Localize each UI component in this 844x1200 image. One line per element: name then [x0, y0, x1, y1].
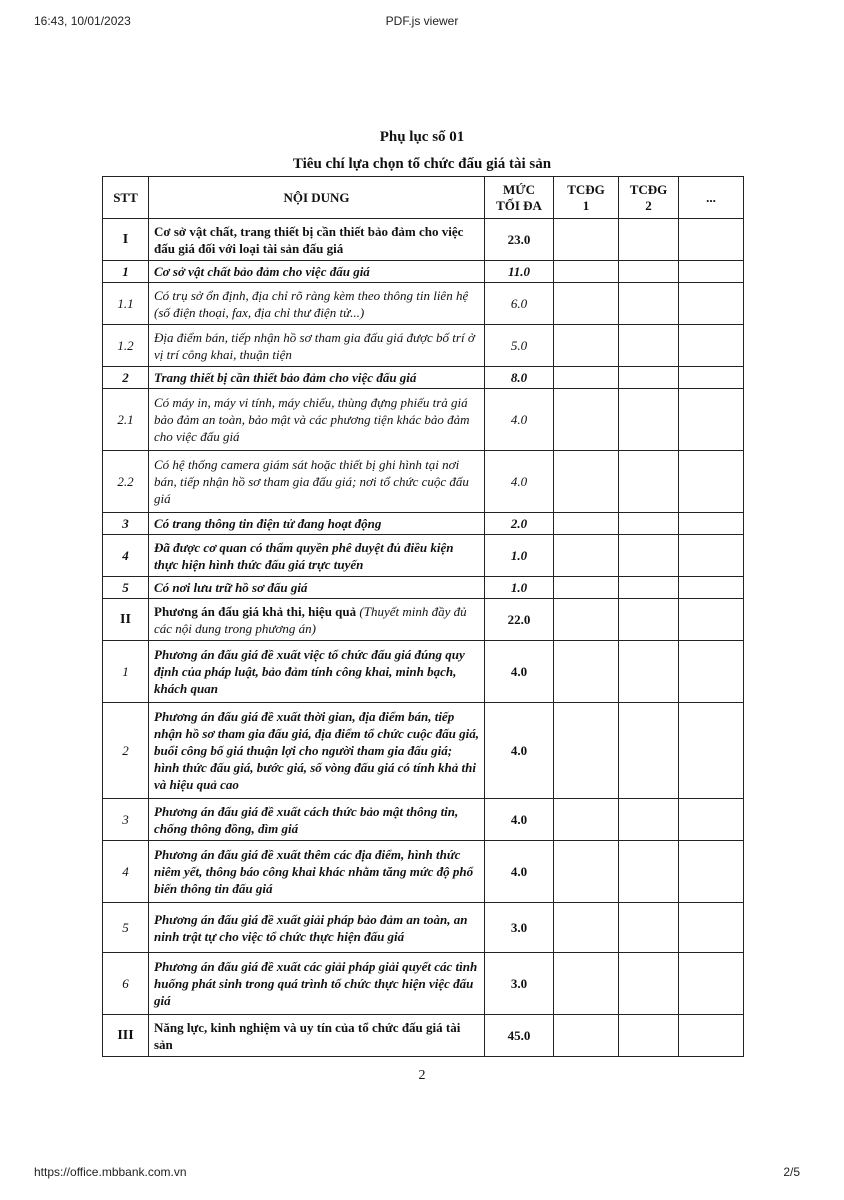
row-more-cell	[679, 577, 744, 599]
row-max-score: 45.0	[485, 1015, 554, 1057]
row-tcdg-1-cell	[554, 903, 619, 953]
row-tcdg-2-cell	[619, 599, 679, 641]
row-tcdg-2-cell	[619, 535, 679, 577]
row-max-score: 4.0	[485, 841, 554, 903]
row-content: Cơ sở vật chất, trang thiết bị cần thiết bảo đảm cho việc đấu giá đối với loại tài sản đấu giá	[149, 219, 485, 261]
row-more-cell	[679, 953, 744, 1015]
row-stt: 2.2	[103, 451, 149, 513]
row-tcdg-2-cell	[619, 219, 679, 261]
table-row	[103, 513, 744, 535]
row-tcdg-1-cell	[554, 1015, 619, 1057]
row-tcdg-2-cell	[619, 641, 679, 703]
row-tcdg-1-cell	[554, 841, 619, 903]
row-tcdg-2-cell	[619, 841, 679, 903]
row-tcdg-2-cell	[619, 703, 679, 799]
table-row	[103, 841, 744, 903]
row-max-score: 5.0	[485, 325, 554, 367]
row-tcdg-2-cell	[619, 283, 679, 325]
row-more-cell	[679, 325, 744, 367]
row-stt: 6	[103, 953, 149, 1015]
table-row	[103, 535, 744, 577]
row-tcdg-2-cell	[619, 389, 679, 451]
row-more-cell	[679, 903, 744, 953]
table-row	[103, 261, 744, 283]
row-stt: III	[103, 1015, 149, 1057]
row-content	[149, 599, 485, 641]
table-header-row	[103, 177, 744, 219]
row-stt: I	[103, 219, 149, 261]
row-tcdg-2-cell	[619, 799, 679, 841]
row-max-score: 3.0	[485, 953, 554, 1015]
row-content: Đã được cơ quan có thẩm quyền phê duyệt đủ điều kiện thực hiện hình thức đấu giá trực tuyến	[149, 535, 485, 577]
row-content: Năng lực, kinh nghiệm và uy tín của tổ chức đấu giá tài sản	[149, 1015, 485, 1057]
row-content: Phương án đấu giá đề xuất việc tổ chức đấu giá đúng quy định của pháp luật, bảo đảm tính công khai, minh bạch, khách quan	[149, 641, 485, 703]
viewer-title: PDF.js viewer	[385, 14, 459, 28]
row-stt: 5	[103, 577, 149, 599]
row-more-cell	[679, 703, 744, 799]
row-stt: 1	[103, 261, 149, 283]
row-tcdg-1-cell	[554, 513, 619, 535]
row-max-score: 6.0	[485, 283, 554, 325]
table-row	[103, 577, 744, 599]
header-more: ...	[679, 177, 744, 219]
table-row	[103, 799, 744, 841]
table-row	[103, 953, 744, 1015]
row-max-score: 23.0	[485, 219, 554, 261]
row-stt: 1.1	[103, 283, 149, 325]
row-stt: 4	[103, 535, 149, 577]
browser-print-footer	[0, 1157, 844, 1187]
row-tcdg-2-cell	[619, 1015, 679, 1057]
row-stt: 3	[103, 513, 149, 535]
table-row	[103, 599, 744, 641]
header-content: NỘI DUNG	[149, 177, 485, 219]
table-row	[103, 367, 744, 389]
page-url: https://office.mbbank.com.vn	[34, 1165, 187, 1179]
row-tcdg-1-cell	[554, 641, 619, 703]
row-content: Phương án đấu giá đề xuất cách thức bảo mật thông tin, chống thông đồng, dìm giá	[149, 799, 485, 841]
row-more-cell	[679, 1015, 744, 1057]
table-row	[103, 325, 744, 367]
print-datetime: 16:43, 10/01/2023	[34, 14, 131, 28]
header-stt: STT	[103, 177, 149, 219]
row-content: Cơ sở vật chất bảo đảm cho việc đấu giá	[149, 261, 485, 283]
row-tcdg-1-cell	[554, 451, 619, 513]
row-content: Địa điểm bán, tiếp nhận hồ sơ tham gia đấu giá được bố trí ở vị trí công khai, thuận tiện	[149, 325, 485, 367]
row-stt: 4	[103, 841, 149, 903]
row-stt: II	[103, 599, 149, 641]
row-content: Trang thiết bị cần thiết bảo đảm cho việc đấu giá	[149, 367, 485, 389]
header-tcdg-1: TCĐG 1	[554, 177, 619, 219]
criteria-table	[102, 176, 744, 1057]
row-content: Có trang thông tin điện tử đang hoạt động	[149, 513, 485, 535]
table-row	[103, 641, 744, 703]
header-max-score: MỨC TỐI ĐA	[485, 177, 554, 219]
row-tcdg-2-cell	[619, 577, 679, 599]
row-tcdg-2-cell	[619, 325, 679, 367]
row-more-cell	[679, 513, 744, 535]
row-tcdg-1-cell	[554, 599, 619, 641]
row-max-score: 1.0	[485, 577, 554, 599]
row-content: Phương án đấu giá đề xuất thời gian, địa điểm bán, tiếp nhận hồ sơ tham gia đấu giá, địa điểm tổ chức cuộc đấu giá, buổi công bố giá thuận lợi cho người tham gia đấu giá; hình thức đấu giá, bước giá, số vòng đấu giá có tính khả thi và hiệu quả cao	[149, 703, 485, 799]
row-max-score: 4.0	[485, 799, 554, 841]
row-stt: 2.1	[103, 389, 149, 451]
row-max-score: 22.0	[485, 599, 554, 641]
row-max-score: 11.0	[485, 261, 554, 283]
row-content-note: (Thuyết minh đầy đủ các nội dung trong phương án)	[154, 603, 467, 636]
row-content: Có máy in, máy vi tính, máy chiếu, thùng đựng phiếu trả giá bảo đảm an toàn, bảo mật và các phương tiện khác bảo đảm cho việc đấu giá	[149, 389, 485, 451]
row-stt: 2	[103, 703, 149, 799]
browser-print-header	[0, 0, 844, 40]
table-row	[103, 451, 744, 513]
row-content-main: Phương án đấu giá khả thi, hiệu quả	[154, 603, 357, 619]
row-tcdg-1-cell	[554, 577, 619, 599]
document-subtitle: Tiêu chí lựa chọn tổ chức đấu giá tài sản	[292, 156, 552, 172]
table-row	[103, 389, 744, 451]
row-max-score: 4.0	[485, 451, 554, 513]
row-max-score: 4.0	[485, 641, 554, 703]
row-tcdg-1-cell	[554, 703, 619, 799]
row-more-cell	[679, 799, 744, 841]
table-row	[103, 283, 744, 325]
row-max-score: 8.0	[485, 367, 554, 389]
row-tcdg-1-cell	[554, 219, 619, 261]
table-row	[103, 703, 744, 799]
row-tcdg-2-cell	[619, 261, 679, 283]
row-tcdg-1-cell	[554, 535, 619, 577]
row-tcdg-1-cell	[554, 799, 619, 841]
row-tcdg-2-cell	[619, 367, 679, 389]
row-tcdg-1-cell	[554, 261, 619, 283]
row-tcdg-1-cell	[554, 325, 619, 367]
row-content: Phương án đấu giá đề xuất thêm các địa điểm, hình thức niêm yết, thông báo công khai khác nhằm tăng mức độ phổ biến thông tin đấu giá	[149, 841, 485, 903]
table-row	[103, 219, 744, 261]
table-row	[103, 1015, 744, 1057]
row-stt: 1.2	[103, 325, 149, 367]
row-more-cell	[679, 841, 744, 903]
table-row	[103, 903, 744, 953]
row-max-score: 1.0	[485, 535, 554, 577]
row-max-score: 4.0	[485, 703, 554, 799]
row-max-score: 2.0	[485, 513, 554, 535]
page-number: 2	[418, 1068, 426, 1083]
row-tcdg-2-cell	[619, 903, 679, 953]
header-tcdg-2: TCĐG 2	[619, 177, 679, 219]
row-content: Có nơi lưu trữ hồ sơ đấu giá	[149, 577, 485, 599]
row-more-cell	[679, 641, 744, 703]
row-more-cell	[679, 283, 744, 325]
row-tcdg-1-cell	[554, 367, 619, 389]
row-tcdg-1-cell	[554, 389, 619, 451]
row-content: Phương án đấu giá đề xuất giải pháp bảo đảm an toàn, an ninh trật tự cho việc tổ chức thực hiện đấu giá	[149, 903, 485, 953]
row-tcdg-1-cell	[554, 283, 619, 325]
row-more-cell	[679, 389, 744, 451]
row-more-cell	[679, 219, 744, 261]
row-tcdg-2-cell	[619, 953, 679, 1015]
row-tcdg-2-cell	[619, 513, 679, 535]
row-content: Có trụ sở ổn định, địa chỉ rõ ràng kèm theo thông tin liên hệ (số điện thoại, fax, địa chỉ thư điện tử...)	[149, 283, 485, 325]
row-tcdg-2-cell	[619, 451, 679, 513]
row-stt: 5	[103, 903, 149, 953]
row-more-cell	[679, 451, 744, 513]
row-stt: 1	[103, 641, 149, 703]
row-stt: 2	[103, 367, 149, 389]
row-stt: 3	[103, 799, 149, 841]
row-max-score: 4.0	[485, 389, 554, 451]
row-more-cell	[679, 535, 744, 577]
row-more-cell	[679, 367, 744, 389]
page-indicator: 2/5	[783, 1165, 800, 1179]
row-max-score: 3.0	[485, 903, 554, 953]
document-title: Phụ lục số 01	[379, 129, 465, 145]
row-more-cell	[679, 599, 744, 641]
row-tcdg-1-cell	[554, 953, 619, 1015]
row-content: Phương án đấu giá đề xuất các giải pháp giải quyết các tình huống phát sinh trong quá trình tổ chức thực hiện việc đấu giá	[149, 953, 485, 1015]
row-content: Có hệ thống camera giám sát hoặc thiết bị ghi hình tại nơi bán, tiếp nhận hồ sơ tham gia đấu giá; nơi tổ chức cuộc đấu giá	[149, 451, 485, 513]
row-more-cell	[679, 261, 744, 283]
